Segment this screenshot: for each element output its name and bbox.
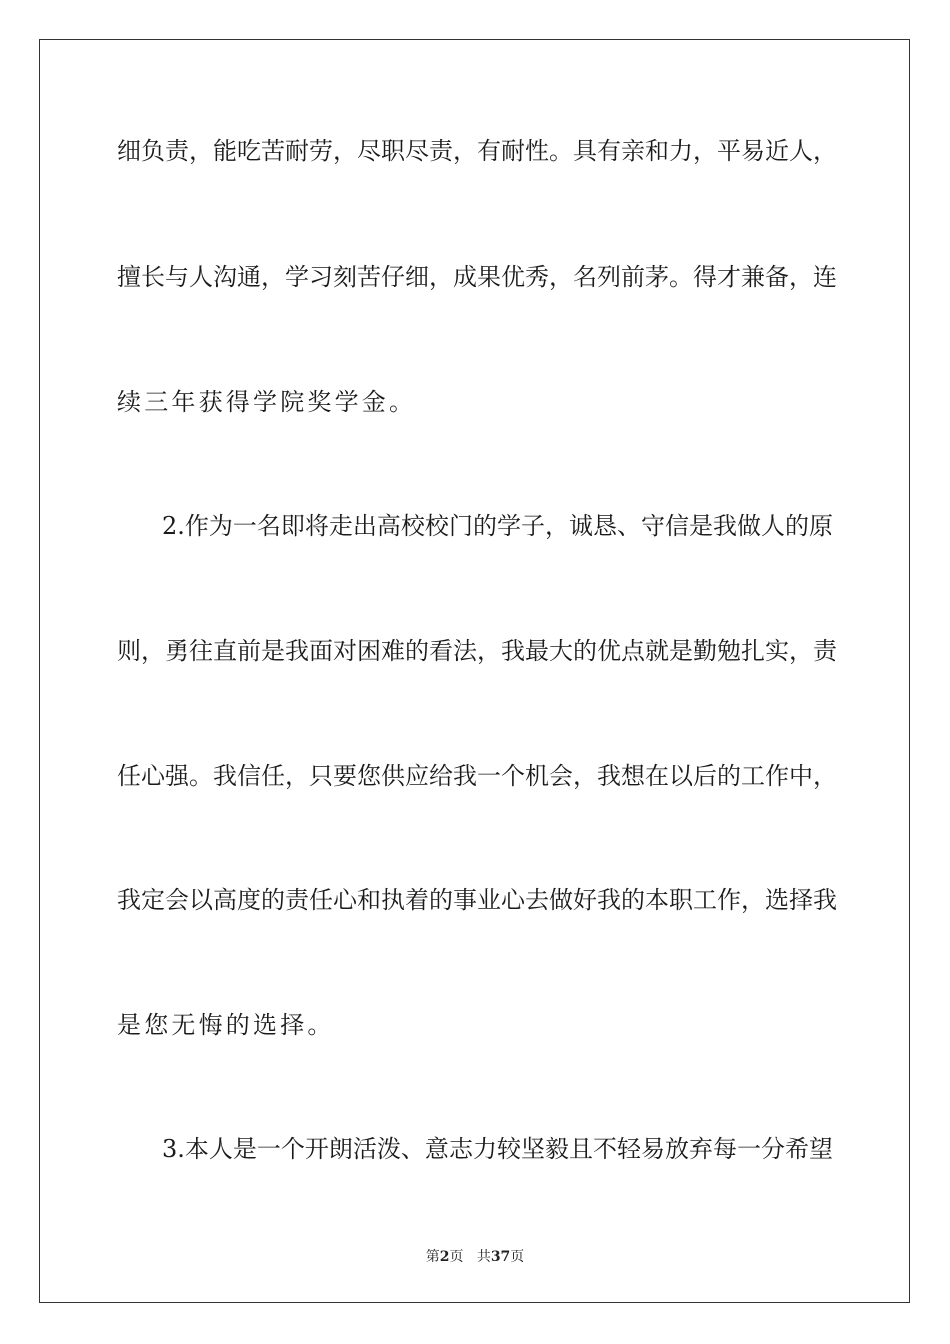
page-footer (0, 1248, 950, 1266)
paragraph-line: 擅长与人沟通，学习刻苦仔细，成果优秀，名列前茅。得才兼备，连 (117, 263, 837, 291)
paragraph-line: 任心强。我信任，只要您供应给我一个机会，我想在以后的工作中， (117, 762, 837, 790)
page-number: 2 (439, 1249, 450, 1265)
total-suffix: 页 (510, 1249, 525, 1265)
paragraph-line: 2.作为一名即将走出高校校门的学子，诚恳、守信是我做人的原 (162, 512, 833, 540)
paragraph-line: 则，勇往直前是我面对困难的看法，我最大的优点就是勤勉扎实，责 (117, 637, 837, 665)
total-pages: 37 (490, 1249, 511, 1265)
page-prefix: 第 (425, 1249, 440, 1265)
paragraph-line: 3.本人是一个开朗活泼、意志力较坚毅且不轻易放弃每一分希望 (162, 1135, 833, 1163)
paragraph-line: 是您无悔的选择。 (117, 1011, 335, 1039)
paragraph-line: 细负责，能吃苦耐劳，尽职尽责，有耐性。具有亲和力，平易近人， (117, 137, 837, 165)
paragraph-line: 我定会以高度的责任心和执着的事业心去做好我的本职工作，选择我 (117, 886, 837, 914)
page-border (39, 39, 910, 1303)
paragraph-line: 续三年获得学院奖学金。 (117, 388, 417, 416)
total-prefix: 共 (476, 1249, 491, 1265)
page-suffix: 页 (449, 1249, 464, 1265)
